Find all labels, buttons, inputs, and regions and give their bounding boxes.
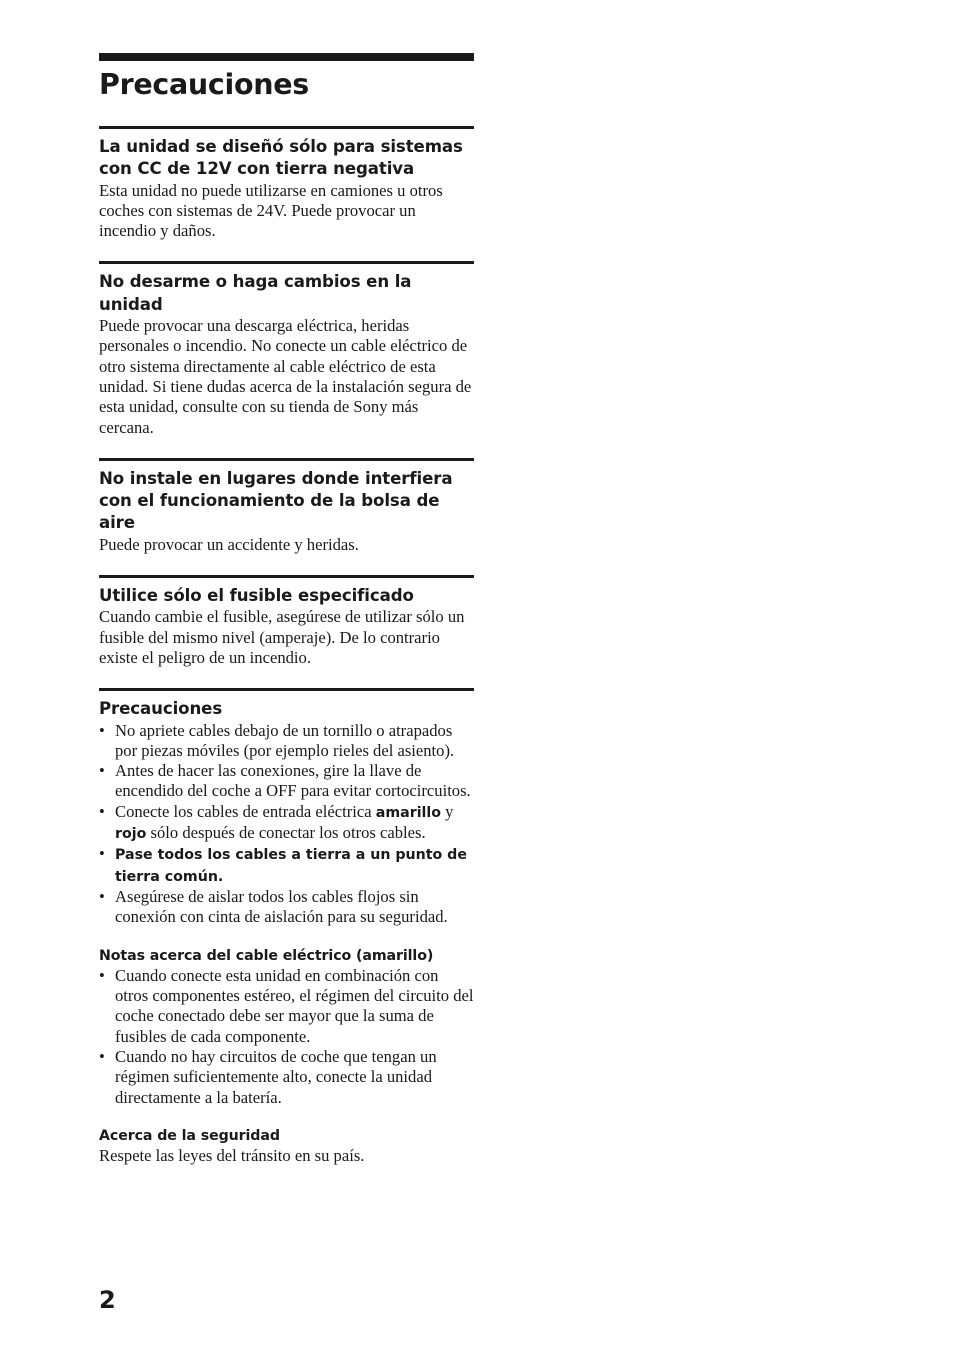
sub-heading: Acerca de la seguridad bbox=[99, 1127, 280, 1144]
list-item-text: y bbox=[441, 801, 454, 821]
bullet-icon: • bbox=[99, 886, 105, 906]
power-notes bbox=[99, 946, 474, 1108]
bullet-icon: • bbox=[99, 801, 105, 821]
list-item bbox=[99, 1047, 474, 1108]
safety-note bbox=[99, 1126, 474, 1167]
list-item bbox=[99, 887, 474, 928]
section-heading: La unidad se diseñó sólo para sistemas con CC de 12V con tierra negativa bbox=[99, 137, 463, 179]
section-body: Puede provocar una descarga eléctrica, heridas personales o incendio. No conecte un cable eléctrico de otro sistema directamente al cable eléctrico de esta unidad. Si tiene dudas acerca de la instalación segura de esta unidad, consulte con su tienda de Sony más cercana. bbox=[99, 316, 472, 437]
section-airbag bbox=[99, 458, 474, 555]
top-rule bbox=[99, 53, 474, 61]
section-heading: Precauciones bbox=[99, 699, 223, 719]
page-number: 2 bbox=[99, 1286, 116, 1314]
bullet-icon: • bbox=[99, 844, 105, 864]
list-item bbox=[99, 844, 474, 887]
power-notes-list bbox=[99, 966, 474, 1108]
section-precautions bbox=[99, 688, 474, 1166]
section-body: Esta unidad no puede utilizarse en camiones u otros coches con sistemas de 24V. Puede provocar un incendio y daños. bbox=[99, 180, 443, 241]
sub-body: Respete las leyes del tránsito en su país. bbox=[99, 1146, 365, 1166]
list-item bbox=[99, 721, 474, 762]
section-heading: No instale en lugares donde interfiera con el funcionamiento de la bolsa de aire bbox=[99, 468, 453, 533]
list-item bbox=[99, 802, 474, 845]
bullet-icon: • bbox=[99, 1046, 105, 1066]
list-item-text: Antes de hacer las conexiones, gire la llave de encendido del coche a OFF para evitar cortocircuitos. bbox=[115, 761, 471, 801]
list-item bbox=[99, 761, 474, 802]
content-column bbox=[99, 126, 474, 1166]
list-item-text: Cuando conecte esta unidad en combinación con otros componentes estéreo, el régimen del circuito del coche conectado debe ser mayor que la suma de fusibles de cada componente. bbox=[115, 965, 474, 1046]
list-item bbox=[99, 966, 474, 1047]
list-item-text: Pase todos los cables a tierra a un punto de tierra común. bbox=[115, 847, 467, 885]
section-no-disassemble bbox=[99, 261, 474, 437]
section-heading: Utilice sólo el fusible especificado bbox=[99, 586, 414, 606]
wire-color-yellow: amarillo bbox=[375, 804, 442, 821]
list-item-text: Cuando no hay circuitos de coche que tengan un régimen suficientemente alto, conecte la unidad directamente a la batería. bbox=[115, 1046, 437, 1107]
sub-heading: Notas acerca del cable eléctrico (amarillo) bbox=[99, 947, 434, 964]
wire-color-red: rojo bbox=[115, 826, 147, 843]
section-fuse bbox=[99, 575, 474, 668]
page-title: Precauciones bbox=[99, 68, 309, 101]
section-12v-system bbox=[99, 126, 474, 241]
list-item-text: No apriete cables debajo de un tornillo o atrapados por piezas móviles (por ejemplo rieles del asiento). bbox=[115, 720, 455, 760]
list-item-text: Asegúrese de aislar todos los cables flojos sin conexión con cinta de aislación para su seguridad. bbox=[115, 886, 448, 927]
list-item-text: Conecte los cables de entrada eléctrica bbox=[115, 801, 376, 821]
bullet-icon: • bbox=[99, 761, 105, 781]
section-body: Cuando cambie el fusible, asegúrese de utilizar sólo un fusible del mismo nivel (amperaje). De lo contrario existe el peligro de un incendio. bbox=[99, 607, 465, 667]
section-heading: No desarme o haga cambios en la unidad bbox=[99, 272, 412, 314]
bullet-icon: • bbox=[99, 720, 105, 740]
list-item-text: sólo después de conectar los otros cables. bbox=[146, 823, 426, 843]
section-body: Puede provocar un accidente y heridas. bbox=[99, 534, 359, 554]
precautions-list bbox=[99, 721, 474, 928]
bullet-icon: • bbox=[99, 965, 105, 985]
